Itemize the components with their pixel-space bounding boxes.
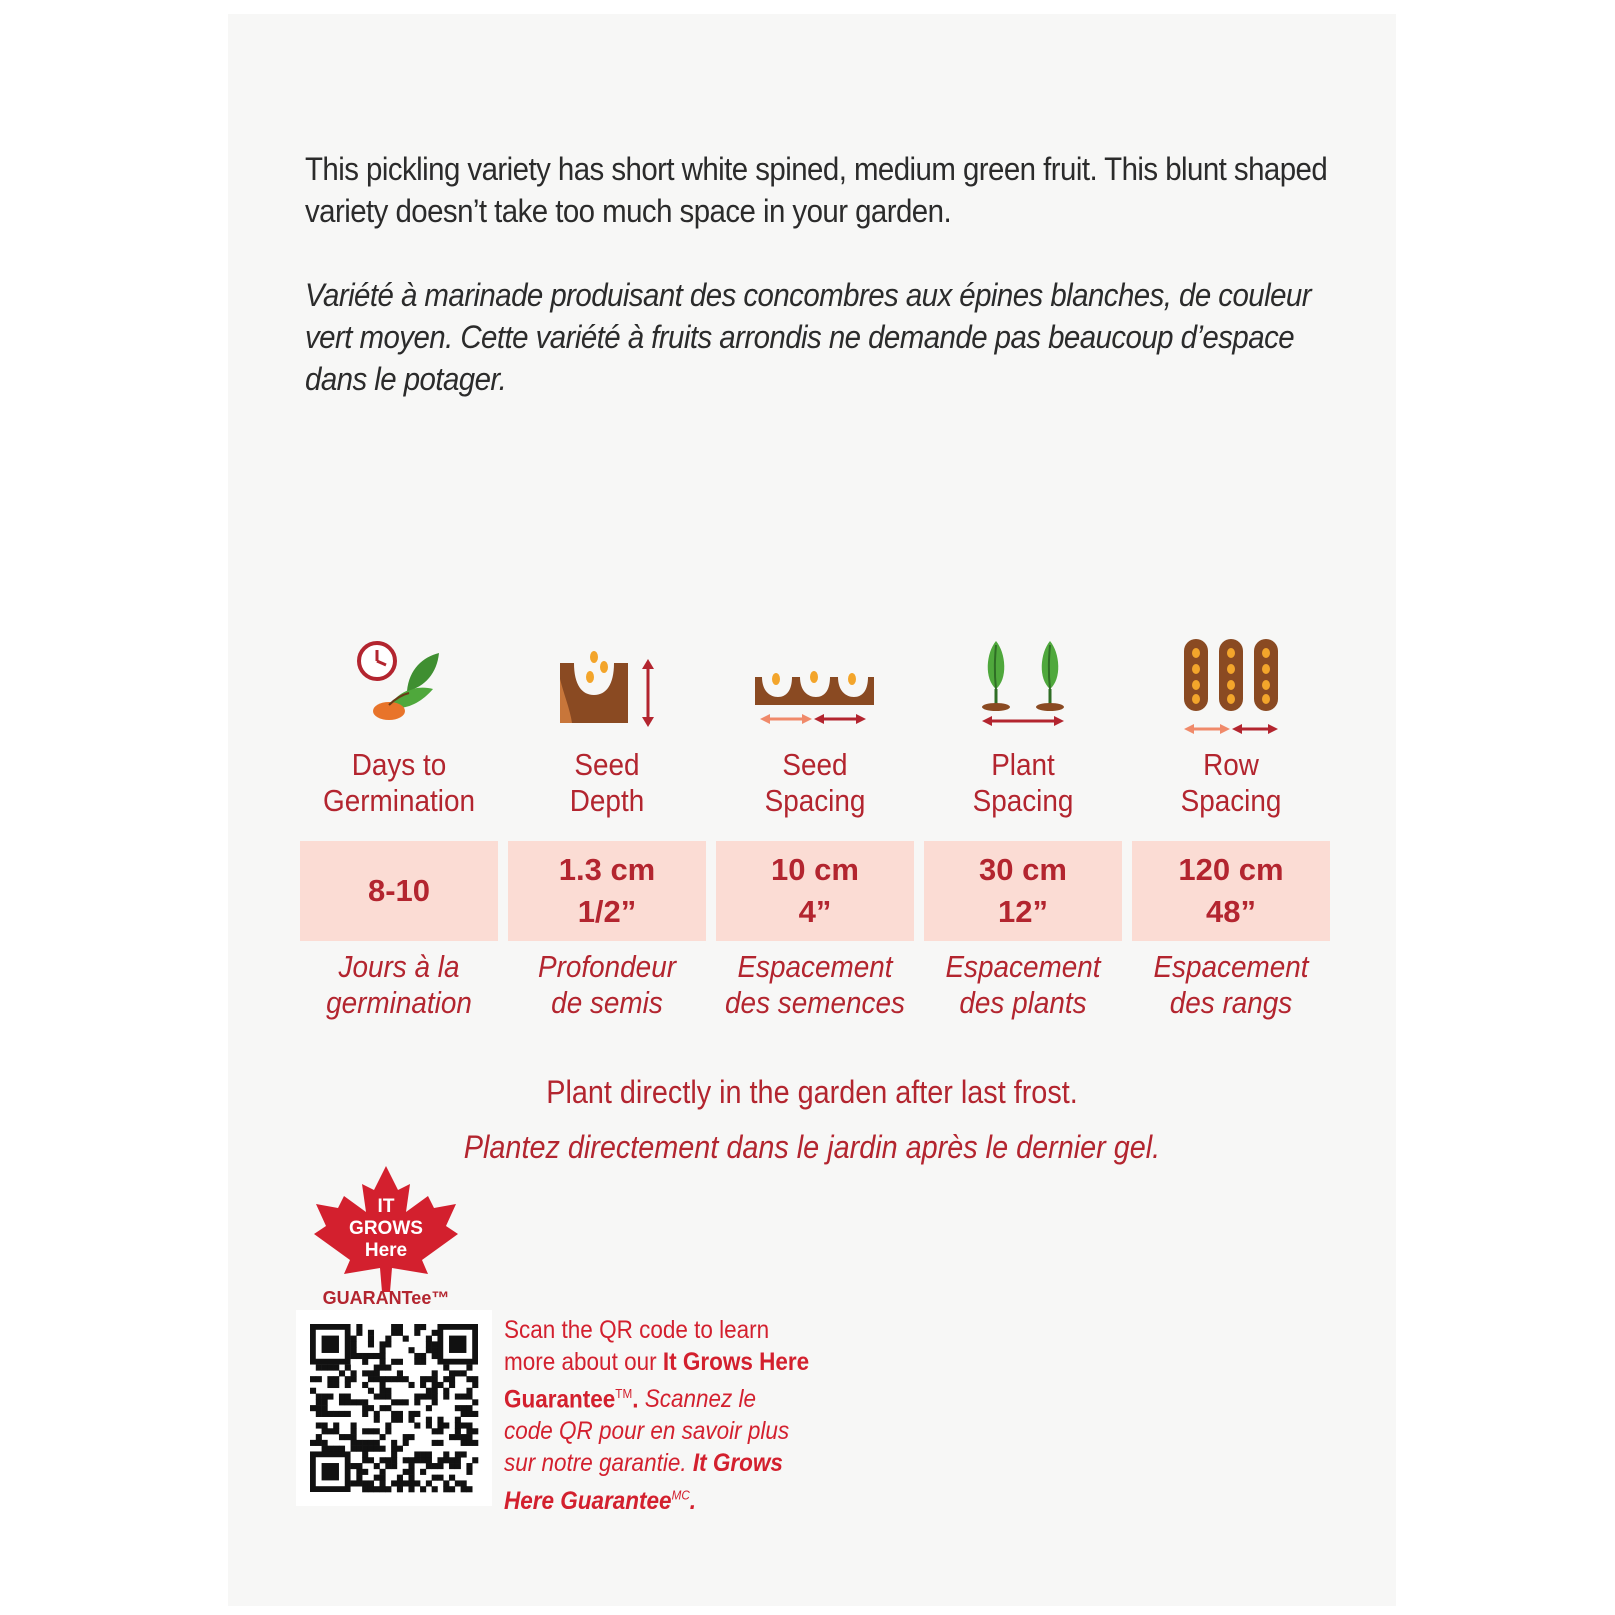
spec-value-line1: 120 cm (1178, 852, 1284, 887)
growing-specs (300, 639, 1309, 1029)
spec-label-en-line1: Seed (782, 747, 848, 782)
it-grows-here-badge (306, 1164, 466, 1308)
spec-value-box (924, 841, 1122, 941)
spec-value-line1: 8-10 (367, 873, 431, 908)
spec-value-line2: 12” (998, 894, 1048, 929)
spec-value-box (716, 841, 914, 941)
spec-label-fr-line1: Jours à la (338, 949, 460, 984)
planting-note-french: Plantez directement dans le jardin après le dernier gel. (463, 1129, 1161, 1165)
qr-text-en: Scan the QR code to learn more about our (504, 1316, 770, 1376)
spec-value-line1: 1.3 cm (558, 852, 656, 887)
spec-seed-spacing (716, 639, 914, 1029)
spec-label-en-line2: Spacing (764, 783, 866, 818)
qr-period-fr: . (689, 1486, 697, 1515)
qr-brand-en: It Grows Here Guarantee (504, 1348, 810, 1414)
spec-row-spacing (1132, 639, 1330, 1029)
badge-line-2: GROWS (349, 1218, 423, 1239)
spec-label-fr-line1: Espacement (737, 949, 893, 984)
seed-packet-back (228, 14, 1396, 1606)
spec-value-line2: 1/2” (577, 894, 637, 929)
spec-label-fr-line2: de semis (551, 985, 663, 1020)
spec-label-en-line1: Row (1203, 747, 1259, 782)
seed-spacing-icon (716, 639, 914, 739)
spec-label-en-line2: Spacing (972, 783, 1074, 818)
qr-info-text (504, 1314, 810, 1517)
qr-period-en: . (632, 1385, 639, 1414)
plant-spacing-icon (924, 639, 1122, 739)
seed-depth-icon (508, 639, 706, 739)
qr-brand-fr: It Grows Here Guarantee (504, 1449, 783, 1515)
qr-trademark-en: TM (615, 1386, 633, 1401)
spec-value-box (508, 841, 706, 941)
qr-code[interactable] (296, 1310, 492, 1506)
spec-value-box (300, 841, 498, 941)
spec-label-fr-line1: Profondeur (537, 949, 677, 984)
description-french: Variété à marinade produisant des concombres aux épines blanches, de couleur vert moyen. Cette variété à fruits arrondis ne demande pas beaucoup d’espace dans le potager. (305, 277, 1311, 397)
description-english: This pickling variety has short white spined, medium green fruit. This blunt shaped variety doesn’t take too much space in your garden. (305, 151, 1328, 229)
spec-label-fr-line1: Espacement (945, 949, 1101, 984)
spec-value-line2: 48” (1206, 894, 1256, 929)
spec-value-line1: 10 cm (771, 852, 859, 887)
spec-label-en-line2: Germination (323, 783, 475, 818)
spec-label-fr-line2: des rangs (1169, 985, 1293, 1020)
badge-guarantee-text: GUARANTee™ (322, 1288, 450, 1308)
spec-label-fr-line2: des plants (959, 985, 1087, 1020)
spec-days-to-germination (300, 639, 498, 1029)
qr-trademark-fr: MC (671, 1487, 690, 1503)
planting-note-english: Plant directly in the garden after last frost. (546, 1074, 1078, 1110)
spec-label-en-line2: Depth (569, 783, 645, 818)
badge-line-3: Here (364, 1240, 408, 1261)
spec-label-fr-line2: germination (326, 985, 472, 1020)
spec-label-fr-line1: Espacement (1153, 949, 1309, 984)
badge-line-1: IT (377, 1196, 395, 1217)
spec-label-en-line1: Seed (574, 747, 640, 782)
spec-plant-spacing (924, 639, 1122, 1029)
spec-label-en-line2: Spacing (1180, 783, 1282, 818)
spec-label-en-line1: Plant (991, 747, 1055, 782)
spec-label-en-line1: Days to (351, 747, 447, 782)
spec-value-box (1132, 841, 1330, 941)
spec-label-fr-line2: des semences (725, 985, 905, 1020)
spec-seed-depth (508, 639, 706, 1029)
spec-value-line1: 30 cm (979, 852, 1067, 887)
qr-text-fr: Scannez le code QR pour en savoir plus sur notre garantie. (504, 1385, 790, 1478)
germination-clock-sprout-icon (300, 639, 498, 739)
spec-value-line2: 4” (798, 894, 832, 929)
row-spacing-icon (1132, 639, 1330, 739)
